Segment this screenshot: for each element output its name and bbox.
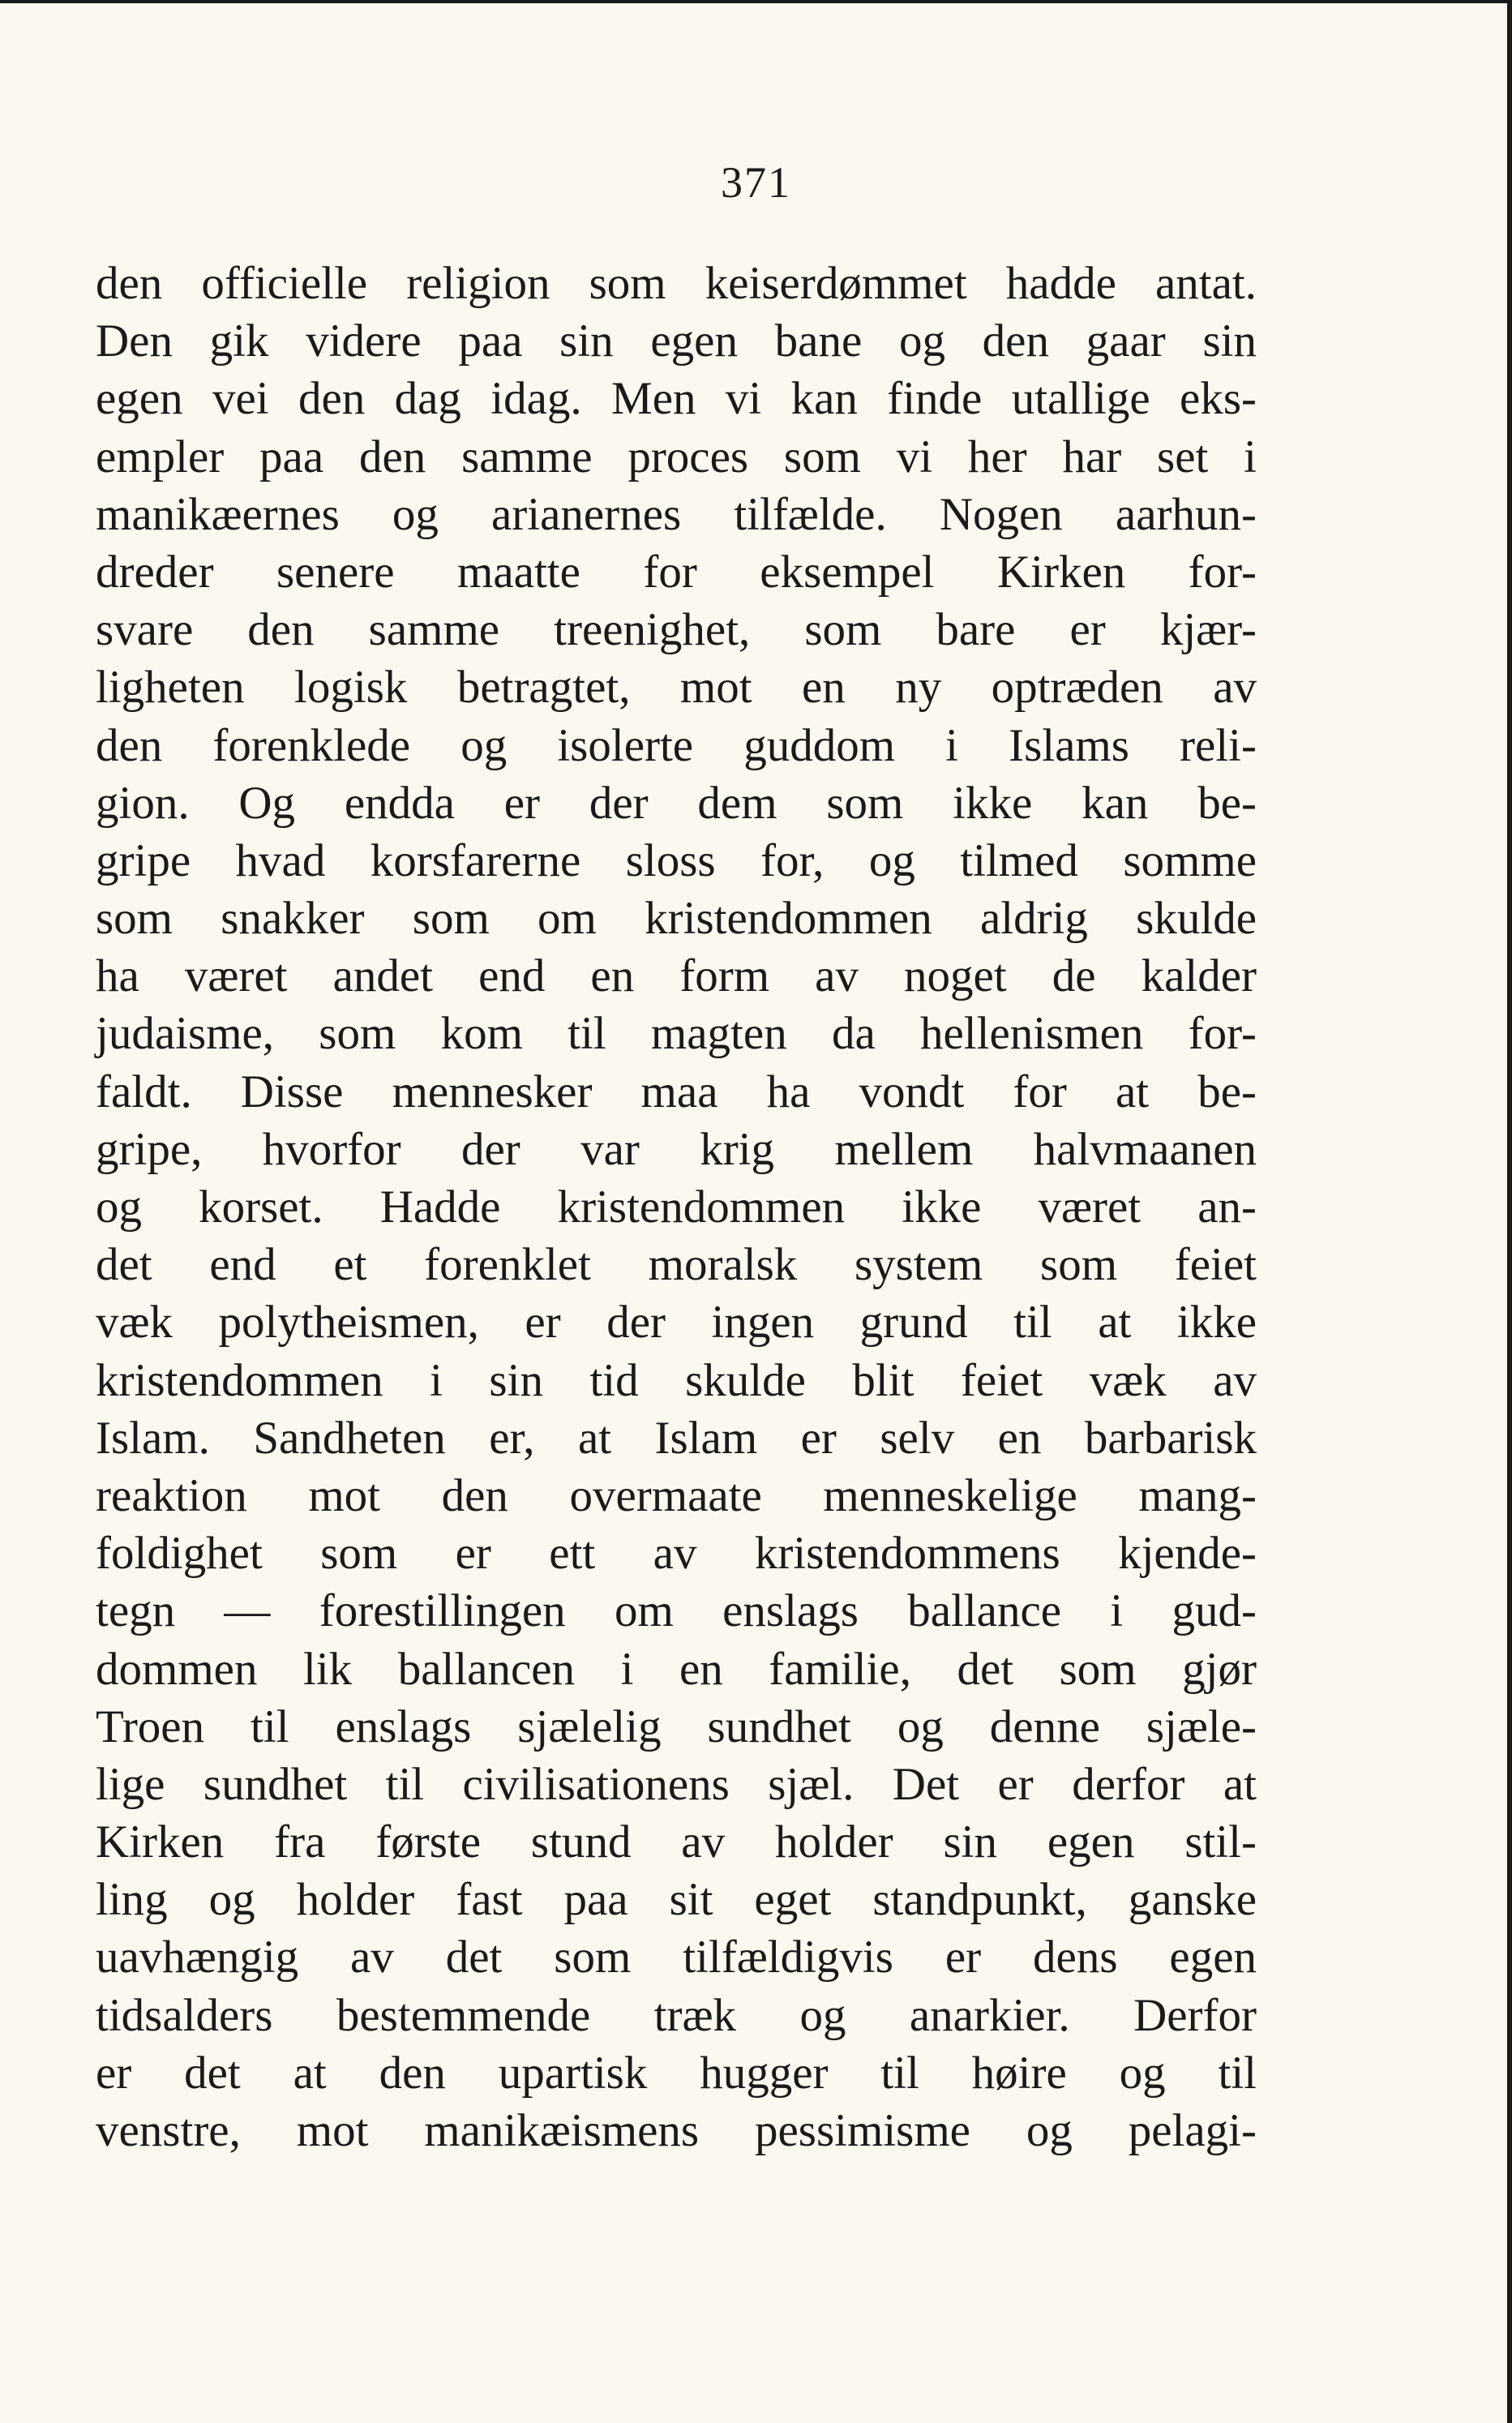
text-line: væk polytheismen, er der ingen grund til at ikke xyxy=(96,1297,1257,1349)
text-line: Islam. Sandheten er, at Islam er selv en barbarisk xyxy=(96,1412,1257,1464)
text-line: svare den samme treenighet, som bare er kjær- xyxy=(96,604,1257,656)
text-line: judaisme, som kom til magten da hellenismen for- xyxy=(96,1008,1257,1060)
text-line: faldt. Disse mennesker maa ha vondt for at be- xyxy=(96,1066,1257,1117)
text-line: og korset. Hadde kristendommen ikke været an- xyxy=(96,1181,1257,1233)
text-line: gripe hvad korsfarerne sloss for, og tilmed somme xyxy=(96,834,1257,886)
text-line: den forenklede og isolerte guddom i Islams reli- xyxy=(96,719,1257,771)
text-line: kristendommen i sin tid skulde blit feiet væk av xyxy=(96,1354,1257,1406)
text-line: den officielle religion som keiserdømmet hadde antat. xyxy=(96,258,1257,309)
text-line: ligheten logisk betragtet, mot en ny optræden av xyxy=(96,662,1257,714)
text-line: reaktion mot den overmaate menneskelige mang- xyxy=(96,1469,1257,1521)
text-line: manikæernes og arianernes tilfælde. Nogen aarhun- xyxy=(96,488,1257,540)
text-line: empler paa den samme proces som vi her har set i xyxy=(96,431,1257,482)
text-line: uavhængig av det som tilfældigvis er dens egen xyxy=(96,1932,1257,1983)
text-line: foldighet som er ett av kristendommens kjende- xyxy=(96,1528,1257,1580)
text-line: tidsalders bestemmende træk og anarkier. Derfor xyxy=(96,1989,1257,2041)
body-text xyxy=(96,255,1257,2159)
text-line: venstre, mot manikæismens pessimisme og pelagi- xyxy=(96,2105,1257,2156)
text-line: tegn — forestillingen om enslags ballance i gud- xyxy=(96,1585,1257,1637)
text-line: ha været andet end en form av noget de kalder xyxy=(96,950,1257,1002)
text-line: som snakker som om kristendommen aldrig skulde xyxy=(96,893,1257,945)
text-line: Kirken fra første stund av holder sin egen stil- xyxy=(96,1816,1257,1868)
text-line: lige sundhet til civilisationens sjæl. Det er derfor at xyxy=(96,1758,1257,1810)
text-line: Den gik videre paa sin egen bane og den gaar sin xyxy=(96,315,1257,367)
text-line: gripe, hvorfor der var krig mellem halvmaanen xyxy=(96,1123,1257,1175)
text-line: gion. Og endda er der dem som ikke kan be- xyxy=(96,777,1257,829)
text-line: ling og holder fast paa sit eget standpunkt, ganske xyxy=(96,1874,1257,1926)
text-line: egen vei den dag idag. Men vi kan finde utallige eks- xyxy=(96,373,1257,425)
text-line: dreder senere maatte for eksempel Kirken for- xyxy=(96,546,1257,598)
text-line: dommen lik ballancen i en familie, det som gjør xyxy=(96,1643,1257,1695)
text-line: det end et forenklet moralsk system som feiet xyxy=(96,1239,1257,1291)
text-line: Troen til enslags sjælelig sundhet og denne sjæle- xyxy=(96,1700,1257,1752)
text-line: er det at den upartisk hugger til høire og til xyxy=(96,2047,1257,2099)
page-number: 371 xyxy=(721,158,791,207)
